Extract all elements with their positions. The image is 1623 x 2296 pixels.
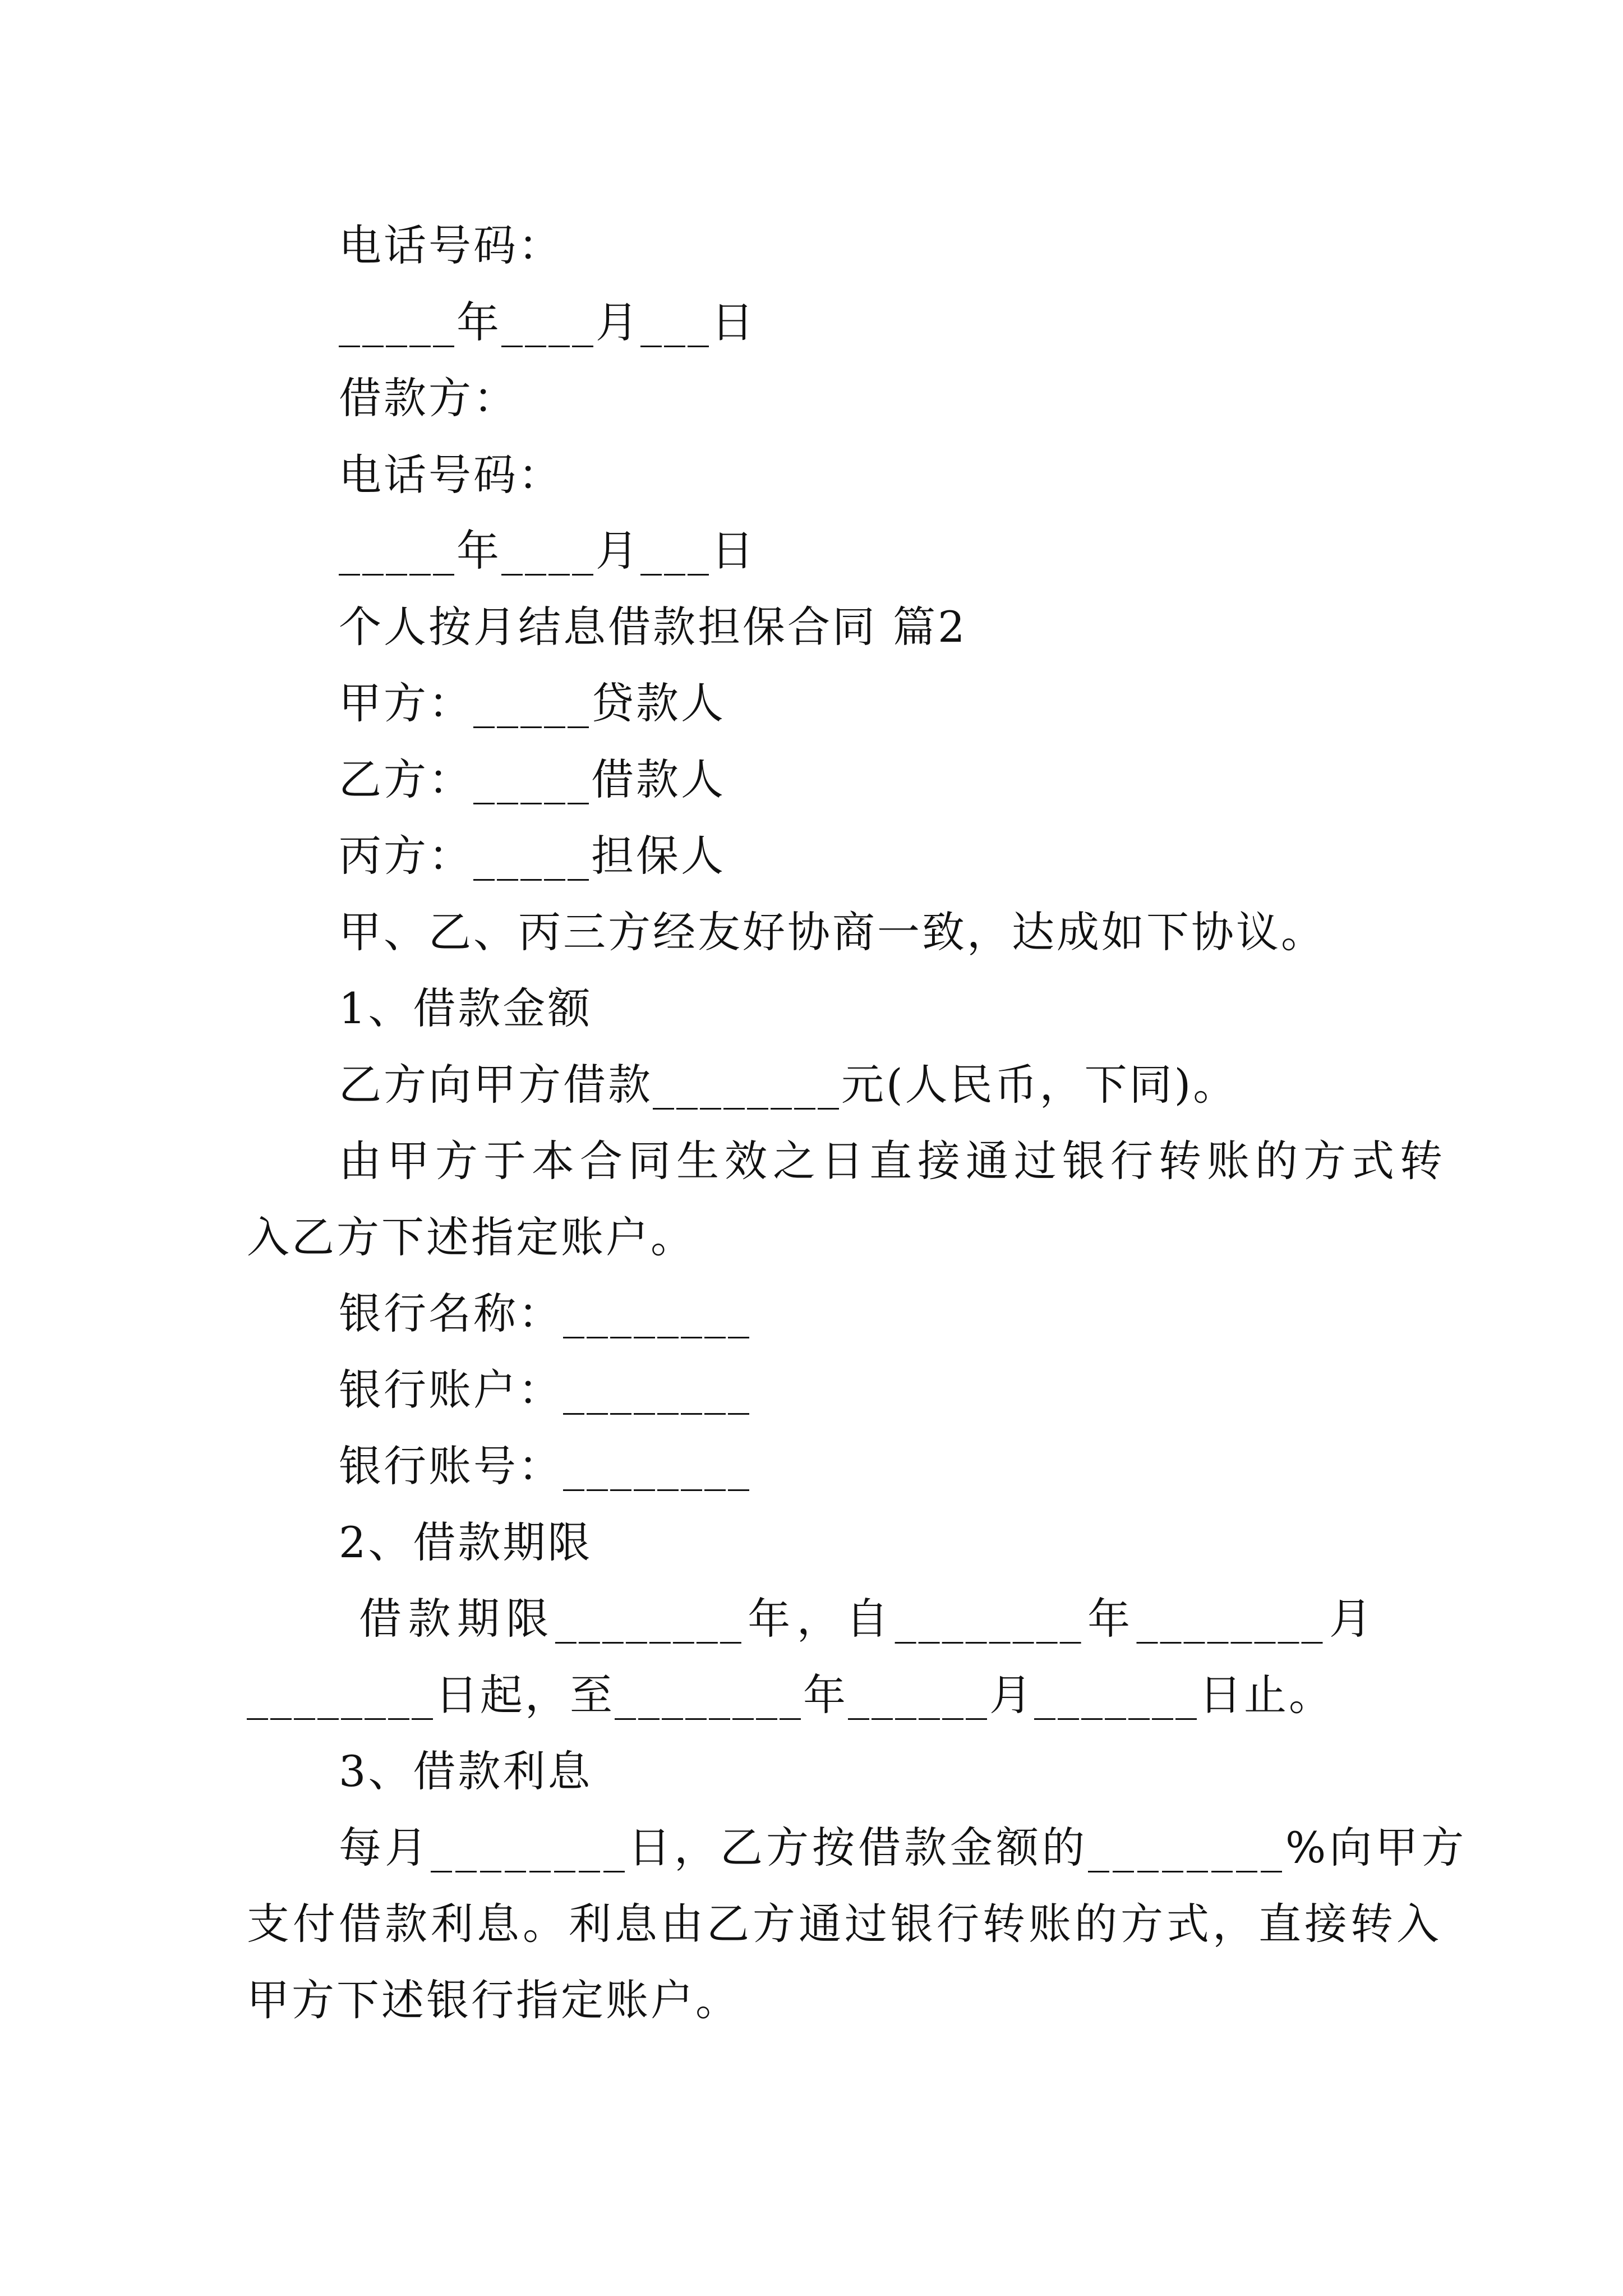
term-blank-start-year: ________ (895, 1594, 1083, 1644)
term-year-label: 年 (748, 1594, 793, 1644)
lender-phone-label: 电话号码： (339, 220, 563, 270)
term-blank-years: ________ (555, 1594, 744, 1644)
borrower-phone-label: 电话号码： (339, 450, 563, 500)
term-start-year-label: 年 (1087, 1594, 1133, 1644)
loan-term-line-2: ________日起，至________年______月_______日止。 (247, 1670, 1334, 1720)
borrower-label: 借款方： (339, 373, 518, 423)
interest-paragraph-line-3: 甲方下述银行指定账户。 (247, 1975, 740, 2025)
transfer-paragraph-line-2: 入乙方下述指定账户。 (247, 1212, 695, 1262)
party-b-line: 乙方：_____借款人 (339, 754, 726, 804)
loan-term-line-1 (359, 1591, 1374, 1647)
interest-paragraph-line-1: 每月________日，乙方按借款金额的________%向甲方 (339, 1823, 1468, 1872)
contract-title: 个人按月结息借款担保合同 篇2 (339, 602, 967, 652)
party-a-line: 甲方：_____贷款人 (339, 678, 726, 728)
bank-number-line: 银行账号：________ (339, 1441, 751, 1491)
interest-paragraph-line-2: 支付借款利息。利息由乙方通过银行转账的方式，直接转入 (247, 1899, 1442, 1949)
term-char-3: 期 (457, 1594, 502, 1644)
lender-date-line: _____年____月___日 (339, 297, 756, 347)
term-char-4: 限 (506, 1594, 551, 1644)
term-char-1: 借 (359, 1594, 404, 1644)
bank-name-line: 银行名称：________ (339, 1289, 751, 1338)
loan-amount-line: 乙方向甲方借款________元(人民币，下同)。 (339, 1060, 1238, 1110)
section-3-heading: 3、借款利息 (339, 1746, 593, 1796)
term-blank-start-month: ________ (1136, 1594, 1325, 1644)
term-start-month-label: 月 (1329, 1594, 1374, 1644)
bank-account-line: 银行账户：________ (339, 1365, 751, 1415)
term-from-label: 自 (846, 1594, 891, 1644)
section-2-heading: 2、借款期限 (339, 1517, 593, 1567)
party-c-line: 丙方：_____担保人 (339, 831, 726, 881)
borrower-date-line: _____年____月___日 (339, 526, 756, 576)
term-char-2: 款 (408, 1594, 453, 1644)
section-1-heading: 1、借款金额 (339, 983, 593, 1033)
transfer-paragraph-line-1: 由甲方于本合同生效之日直接通过银行转账的方式转 (339, 1136, 1448, 1186)
agreement-intro: 甲、乙、丙三方经友好协商一致，达成如下协议。 (339, 907, 1326, 957)
term-comma: ， (796, 1594, 842, 1644)
